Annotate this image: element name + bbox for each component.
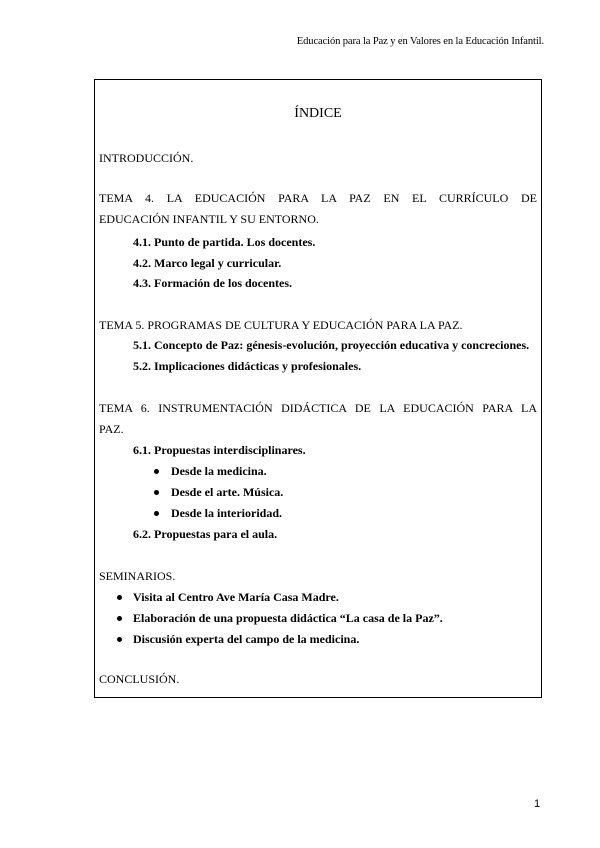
bullet-icon (154, 511, 159, 516)
tema6-subitem: Desde el arte. Música. (171, 485, 284, 499)
introduccion-heading: INTRODUCCIÓN. (99, 151, 194, 165)
page-header: Educación para la Paz y en Valores en la Educación Infantil. (296, 36, 544, 47)
tema4-heading-line1: TEMA 4. LA EDUCACIÓN PARA LA PAZ EN EL CURRÍCULO DE (99, 191, 537, 205)
tema5-heading: TEMA 5. PROGRAMAS DE CULTURA Y EDUCACIÓN PARA LA PAZ. (99, 318, 463, 332)
tema6-subitem: Desde la medicina. (171, 464, 267, 478)
tema6-heading-line2: PAZ. (99, 422, 124, 436)
tema6-item: 6.1. Propuestas interdisciplinares. (133, 443, 306, 457)
seminario-item: Elaboración de una propuesta didáctica “La casa de la Paz”. (133, 611, 443, 625)
tema6-item: 6.2. Propuestas para el aula. (133, 527, 278, 541)
seminarios-heading: SEMINARIOS. (99, 569, 176, 583)
tema6-heading-line1: TEMA 6. INSTRUMENTACIÓN DIDÁCTICA DE LA EDUCACIÓN PARA LA (99, 401, 537, 415)
tema5-item: 5.1. Concepto de Paz: génesis-evolución, proyección educativa y concreciones. (133, 338, 530, 352)
bullet-icon (117, 637, 122, 642)
bullet-icon (154, 469, 159, 474)
index-title: ÍNDICE (294, 106, 342, 121)
bullet-icon (154, 490, 159, 495)
bullet-icon (117, 595, 122, 600)
page-number: 1 (534, 798, 541, 810)
tema4-heading-line2: EDUCACIÓN INFANTIL Y SU ENTORNO. (99, 212, 319, 226)
index-box (94, 79, 542, 698)
bullet-icon (117, 616, 122, 621)
seminario-item: Discusión experta del campo de la medicina. (133, 632, 360, 646)
conclusion-heading: CONCLUSIÓN. (99, 672, 180, 686)
tema4-item: 4.3. Formación de los docentes. (133, 276, 292, 290)
seminario-item: Visita al Centro Ave María Casa Madre. (133, 590, 339, 604)
tema4-item: 4.1. Punto de partida. Los docentes. (133, 235, 316, 249)
tema4-item: 4.2. Marco legal y curricular. (133, 256, 282, 270)
tema6-subitem: Desde la interioridad. (171, 506, 282, 520)
tema5-item: 5.2. Implicaciones didácticas y profesionales. (133, 359, 362, 373)
